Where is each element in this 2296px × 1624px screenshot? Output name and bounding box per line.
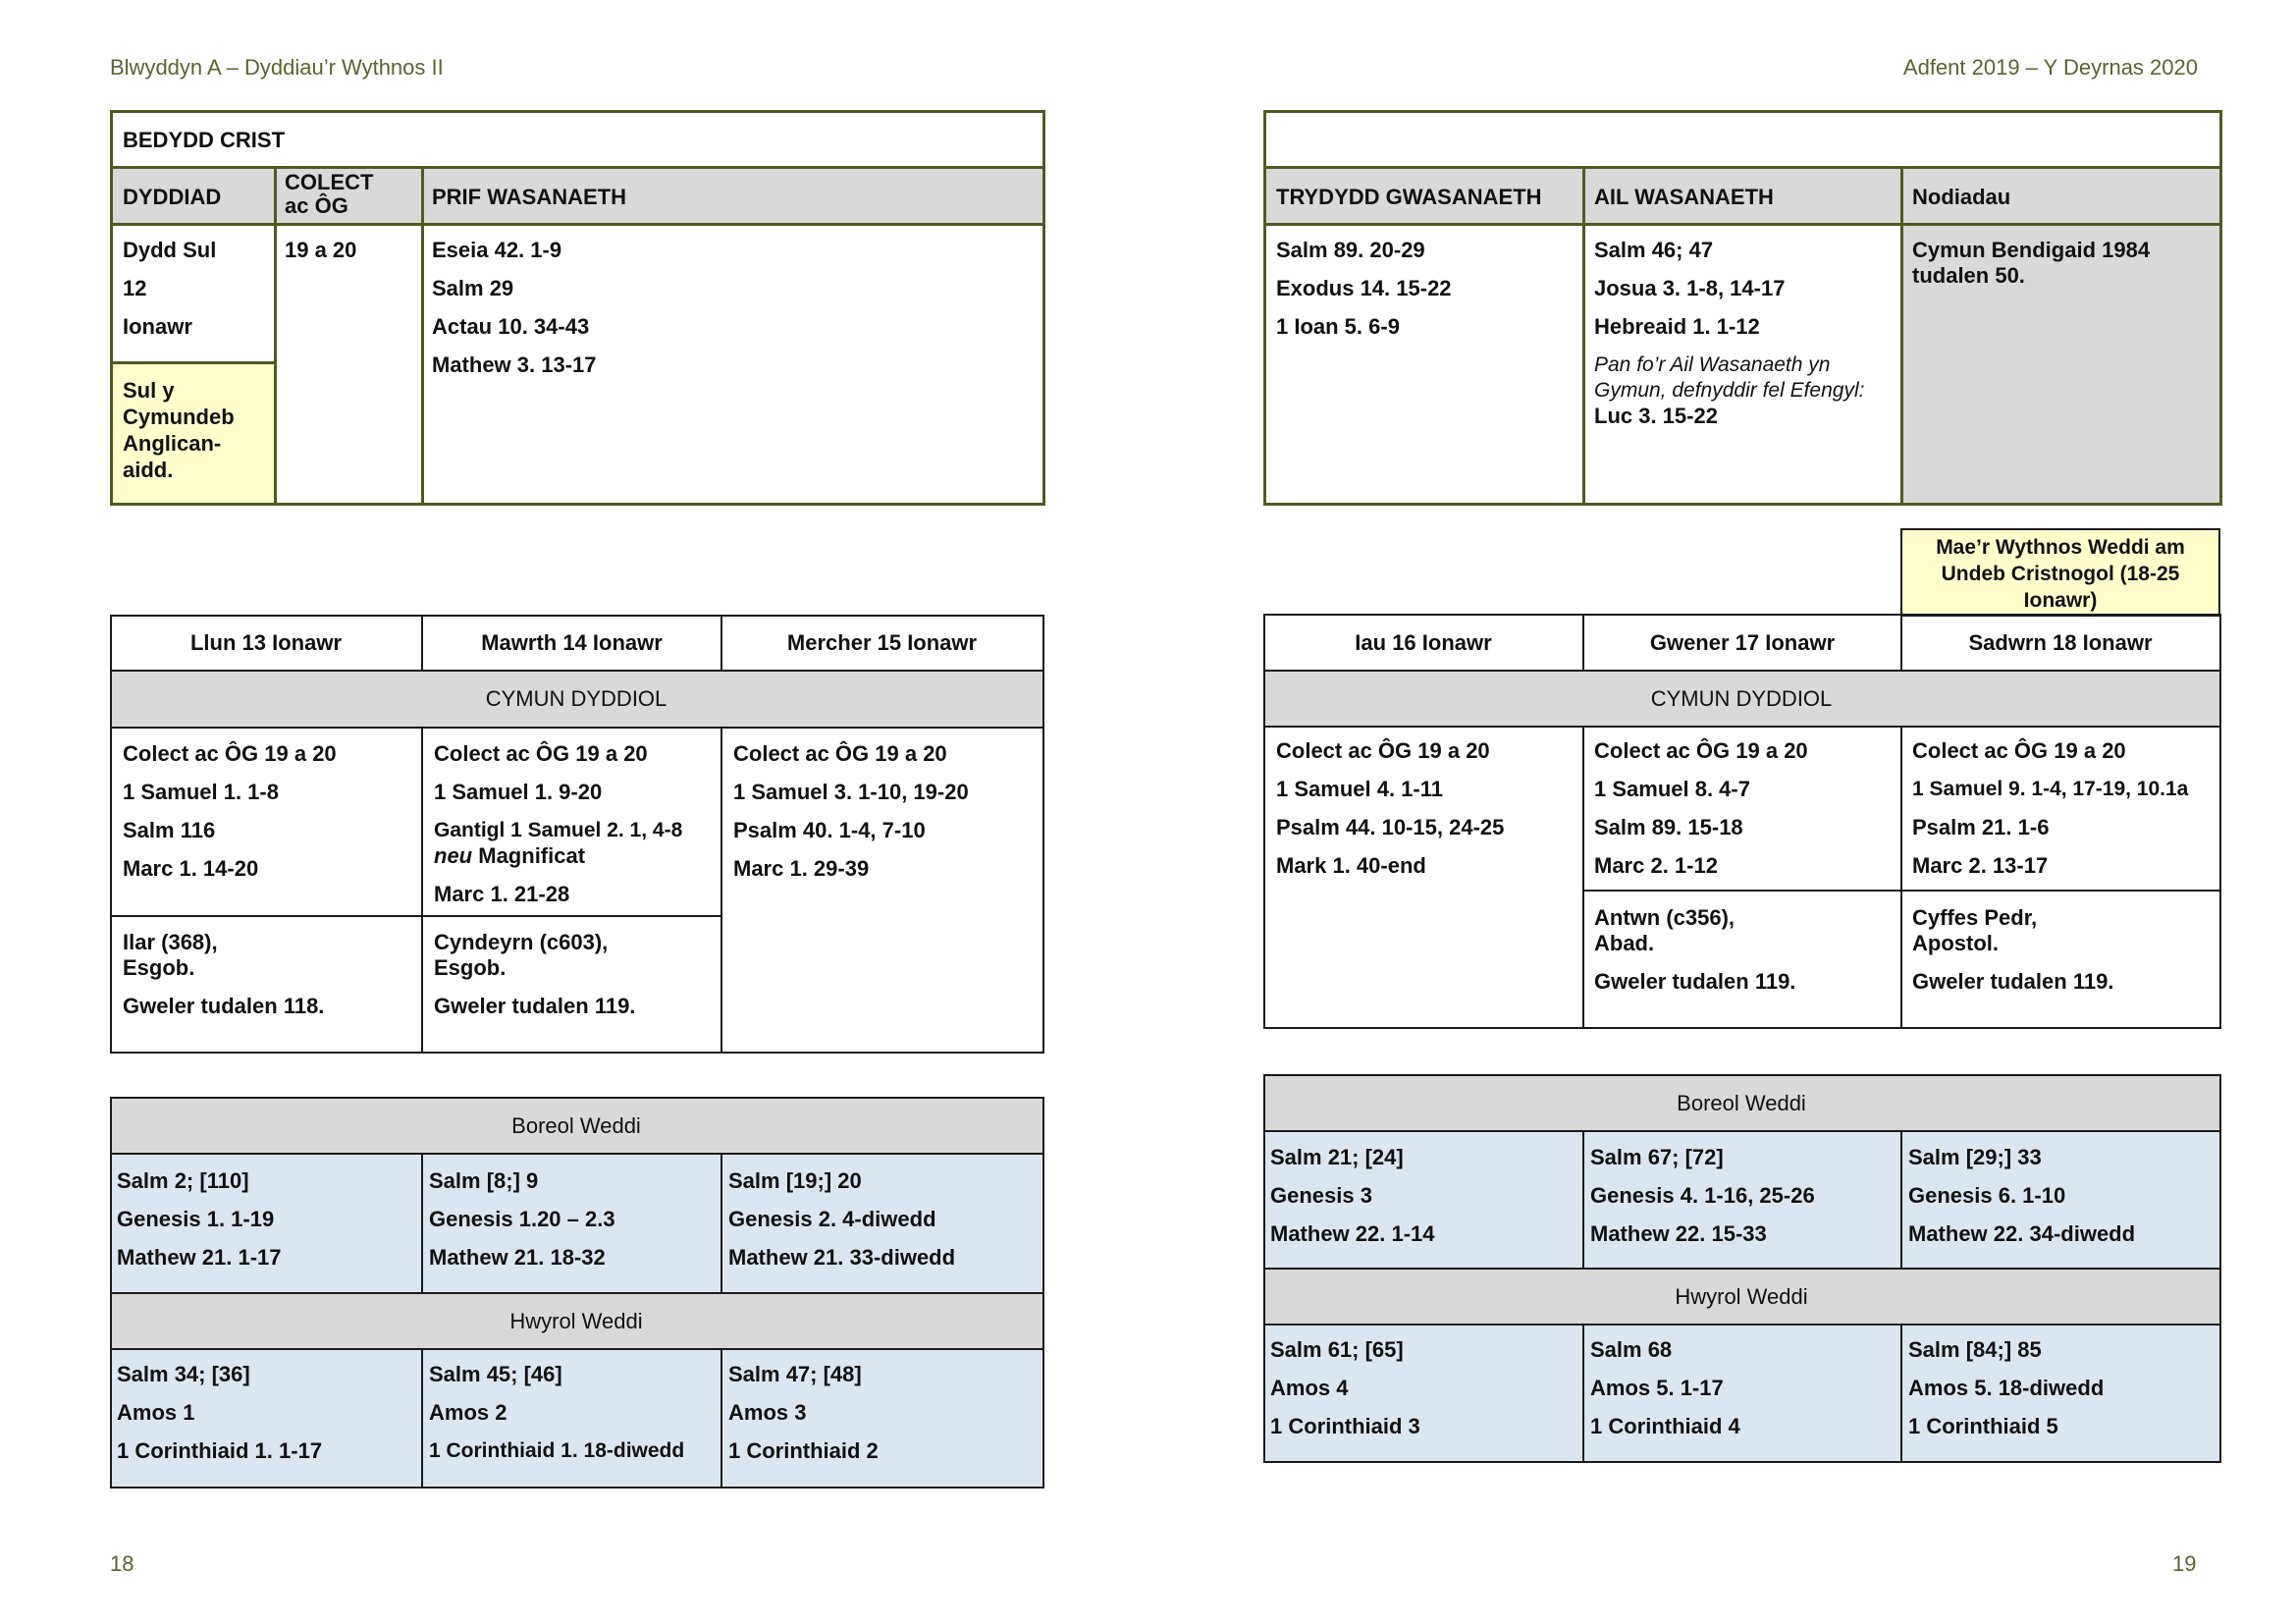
reading: Amos 3 (728, 1400, 807, 1425)
colect-header-line2: ac ÔG (285, 193, 348, 218)
feast-title: BEDYDD CRIST (123, 127, 286, 152)
reading: Salm [29;] 33 (1908, 1145, 2042, 1169)
reading: Colect ac ÔG 19 a 20 (123, 741, 337, 766)
saint-name: Ilar (368), (123, 930, 218, 954)
table-border (1263, 110, 2222, 506)
rule (1900, 614, 1902, 671)
ail-gospel: Luc 3. 15-22 (1594, 404, 1718, 428)
saint-name: Cyndeyrn (c603), (434, 930, 609, 954)
reading: Salm [8;] 9 (429, 1168, 539, 1193)
rule (1900, 727, 1902, 1029)
rule (721, 615, 722, 671)
saint-ref: Gweler tudalen 118. (123, 994, 325, 1018)
reading: Colect ac ÔG 19 a 20 (1276, 738, 1490, 763)
reading: Salm 89. 15-18 (1594, 815, 1743, 839)
morning-prayer-label: Boreol Weddi (511, 1112, 641, 1138)
rule (721, 728, 722, 1054)
canticle-alt-word: neu (434, 843, 473, 868)
reading: Marc 1. 14-20 (123, 856, 259, 881)
day-header: Mawrth 14 Ionawr (481, 630, 663, 655)
reading: Marc 2. 1-12 (1594, 853, 1718, 878)
running-header-left: Blwyddyn A – Dyddiau’r Wythnos II (110, 55, 444, 80)
reading: Salm 46; 47 (1594, 238, 1714, 262)
saint-ref: Gweler tudalen 119. (434, 994, 636, 1018)
col-header-ail: AIL WASANAETH (1594, 184, 1774, 209)
rule (110, 1348, 1044, 1350)
canticle-alt: Magnificat (478, 843, 586, 868)
rule (110, 1153, 1044, 1155)
reading: 1 Corinthiaid 5 (1908, 1414, 2058, 1438)
reading: Psalm 44. 10-15, 24-25 (1276, 815, 1505, 839)
reading: Mathew 22. 15-33 (1590, 1221, 1767, 1246)
reading: Salm 34; [36] (117, 1362, 250, 1386)
reading: Salm 21; [24] (1270, 1145, 1404, 1169)
reading: 1 Corinthiaid 3 (1270, 1414, 1420, 1438)
rule (1900, 167, 1903, 506)
rule (274, 167, 277, 506)
rule (721, 1349, 722, 1489)
reading: Exodus 14. 15-22 (1276, 276, 1452, 300)
reading: Marc 2. 13-17 (1912, 853, 2049, 878)
rule (1263, 1130, 2221, 1132)
rule (1263, 1324, 2221, 1326)
saint-ref: Gweler tudalen 119. (1912, 969, 2114, 994)
reading: 1 Corinthiaid 4 (1590, 1414, 1740, 1438)
reading: 1 Samuel 3. 1-10, 19-20 (733, 780, 969, 804)
canticle: Gantigl 1 Samuel 2. 1, 4-8 (434, 819, 683, 841)
reading: Colect ac ÔG 19 a 20 (1912, 738, 2126, 763)
col-header-prif: PRIF WASANAETH (432, 184, 626, 209)
reading: Mathew 22. 34-diwedd (1908, 1221, 2136, 1246)
reading: Genesis 6. 1-10 (1908, 1183, 2066, 1208)
reading: Salm 61; [65] (1270, 1337, 1404, 1362)
day-header: Llun 13 Ionawr (189, 630, 343, 655)
rule (1263, 670, 2221, 672)
reading: 1 Corinthiaid 2 (728, 1438, 879, 1463)
reading: Salm 45; [46] (429, 1362, 562, 1386)
rule (1263, 1268, 2221, 1270)
cymun-dyddiol-label: CYMUN DYDDIOL (1650, 685, 1833, 711)
colect-header-line1: COLECT (285, 170, 374, 194)
reading: Amos 5. 1-17 (1590, 1376, 1724, 1400)
rule (110, 223, 1045, 226)
reading: Colect ac ÔG 19 a 20 (434, 741, 648, 766)
rule (421, 728, 423, 1054)
reading: Genesis 2. 4-diwedd (728, 1207, 936, 1231)
saint-title: Apostol. (1912, 931, 1999, 955)
saint-name: Cyffes Pedr, (1912, 905, 2038, 930)
saint-title: Esgob. (434, 955, 507, 980)
reading: 1 Samuel 1. 1-8 (123, 780, 279, 804)
table-border (110, 110, 1045, 506)
ail-note: Pan fo’r Ail Wasanaeth yn Gymun, defnyddir fel Efengyl: (1594, 353, 1865, 402)
reading: Eseia 42. 1-9 (432, 238, 562, 262)
reading: Psalm 21. 1-6 (1912, 815, 2050, 839)
reading: Amos 1 (117, 1400, 195, 1425)
evening-prayer-label: Hwyrol Weddi (1675, 1283, 1808, 1309)
reading: Mathew 3. 13-17 (432, 352, 597, 377)
evening-prayer-label: Hwyrol Weddi (509, 1308, 643, 1333)
reading: Salm 29 (432, 276, 514, 300)
reading: Hebreaid 1. 1-12 (1594, 314, 1760, 339)
reading: 1 Samuel 4. 1-11 (1276, 777, 1443, 801)
reading: 1 Corinthiaid 1. 1-17 (117, 1438, 323, 1463)
reading: Salm 2; [110] (117, 1168, 249, 1193)
saint-title: Esgob. (123, 955, 195, 980)
reading: Marc 1. 21-28 (434, 882, 570, 906)
reading: Amos 4 (1270, 1376, 1349, 1400)
rule (1263, 166, 2222, 169)
rule (110, 166, 1045, 169)
day-header: Mercher 15 Ionawr (786, 630, 978, 655)
reading: Salm 67; [72] (1590, 1145, 1724, 1169)
reading: Amos 2 (429, 1400, 507, 1425)
rule (721, 1154, 722, 1293)
reading: Salm [84;] 85 (1908, 1337, 2042, 1362)
reading: Amos 5. 18-diwedd (1908, 1376, 2105, 1400)
date-line: Dydd Sul (123, 238, 217, 262)
reading: Salm 47; [48] (728, 1362, 862, 1386)
reading: Salm 68 (1590, 1337, 1673, 1362)
saint-title: Abad. (1594, 931, 1655, 955)
rule (421, 1349, 423, 1489)
reading: 1 Samuel 1. 9-20 (434, 780, 603, 804)
saint-ref: Gweler tudalen 119. (1594, 969, 1796, 994)
rule (421, 615, 423, 671)
rule (1263, 726, 2221, 728)
rule (1582, 1325, 1584, 1463)
date-line: 12 (123, 276, 147, 300)
reading: Genesis 4. 1-16, 25-26 (1590, 1183, 1815, 1208)
rule (1582, 727, 1584, 1029)
rule (110, 1292, 1044, 1294)
reading: Mathew 21. 18-32 (429, 1245, 606, 1270)
running-header-right: Adfent 2019 – Y Deyrnas 2020 (1902, 55, 2198, 80)
page-number-right: 19 (2172, 1551, 2197, 1576)
reading: Colect ac ÔG 19 a 20 (733, 741, 947, 766)
reading: Marc 1. 29-39 (733, 856, 870, 881)
rule (1263, 223, 2222, 226)
reading: Psalm 40. 1-4, 7-10 (733, 818, 926, 842)
reading: Genesis 1. 1-19 (117, 1207, 275, 1231)
reading: 1 Samuel 9. 1-4, 17-19, 10.1a (1912, 778, 2189, 800)
colect-cell: 19 a 20 (285, 238, 357, 262)
rule (110, 727, 1044, 729)
col-header-nodiadau: Nodiadau (1912, 184, 2011, 209)
rule (1900, 1131, 1902, 1269)
week-note-text: Mae’r Wythnos Weddi am Undeb Cristnogol (18-25 Ionawr) (1936, 536, 2185, 612)
rule (421, 167, 424, 506)
reading: Salm 116 (123, 818, 216, 842)
reading: 1 Samuel 8. 4-7 (1594, 777, 1750, 801)
saint-name: Antwn (c356), (1594, 905, 1735, 930)
reading: Salm 89. 20-29 (1276, 238, 1425, 262)
date-line: Ionawr (123, 314, 192, 339)
rule (1582, 614, 1584, 671)
observance-cell: Sul y Cymundeb Anglican-aidd. (123, 378, 235, 482)
rule (110, 361, 277, 364)
reading: Mathew 21. 1-17 (117, 1245, 282, 1270)
day-header: Sadwrn 18 Ionawr (1968, 629, 2153, 655)
reading: Genesis 3 (1270, 1183, 1372, 1208)
col-header-trydydd: TRYDYDD GWASANAETH (1276, 184, 1542, 209)
reading: Genesis 1.20 – 2.3 (429, 1207, 615, 1231)
day-header: Gwener 17 Ionawr (1649, 629, 1836, 655)
reading: Mark 1. 40-end (1276, 853, 1426, 878)
rule (1582, 167, 1585, 506)
cymun-dyddiol-label: CYMUN DYDDIOL (485, 686, 667, 711)
day-header: Iau 16 Ionawr (1355, 629, 1492, 655)
morning-prayer-label: Boreol Weddi (1677, 1090, 1806, 1115)
reading: Josua 3. 1-8, 14-17 (1594, 276, 1786, 300)
rule (110, 670, 1044, 672)
col-header-dyddiad: DYDDIAD (123, 184, 222, 209)
page-number-left: 18 (110, 1551, 134, 1576)
reading: Mathew 22. 1-14 (1270, 1221, 1435, 1246)
table-border (1263, 614, 2221, 1029)
reading: 1 Corinthiaid 1. 18-diwedd (429, 1439, 685, 1462)
rule (421, 1154, 423, 1293)
table-border (110, 615, 1044, 1054)
reading: Salm [19;] 20 (728, 1168, 862, 1193)
reading: Colect ac ÔG 19 a 20 (1594, 738, 1808, 763)
rule (110, 915, 722, 917)
nodiadau-cell: Cymun Bendigaid 1984 tudalen 50. (1912, 238, 2151, 288)
reading: 1 Ioan 5. 6-9 (1276, 314, 1400, 339)
rule (1582, 1131, 1584, 1269)
reading: Actau 10. 34-43 (432, 314, 590, 339)
week-of-prayer-note (1900, 528, 2220, 617)
rule (1900, 1325, 1902, 1463)
reading: Mathew 21. 33-diwedd (728, 1245, 956, 1270)
